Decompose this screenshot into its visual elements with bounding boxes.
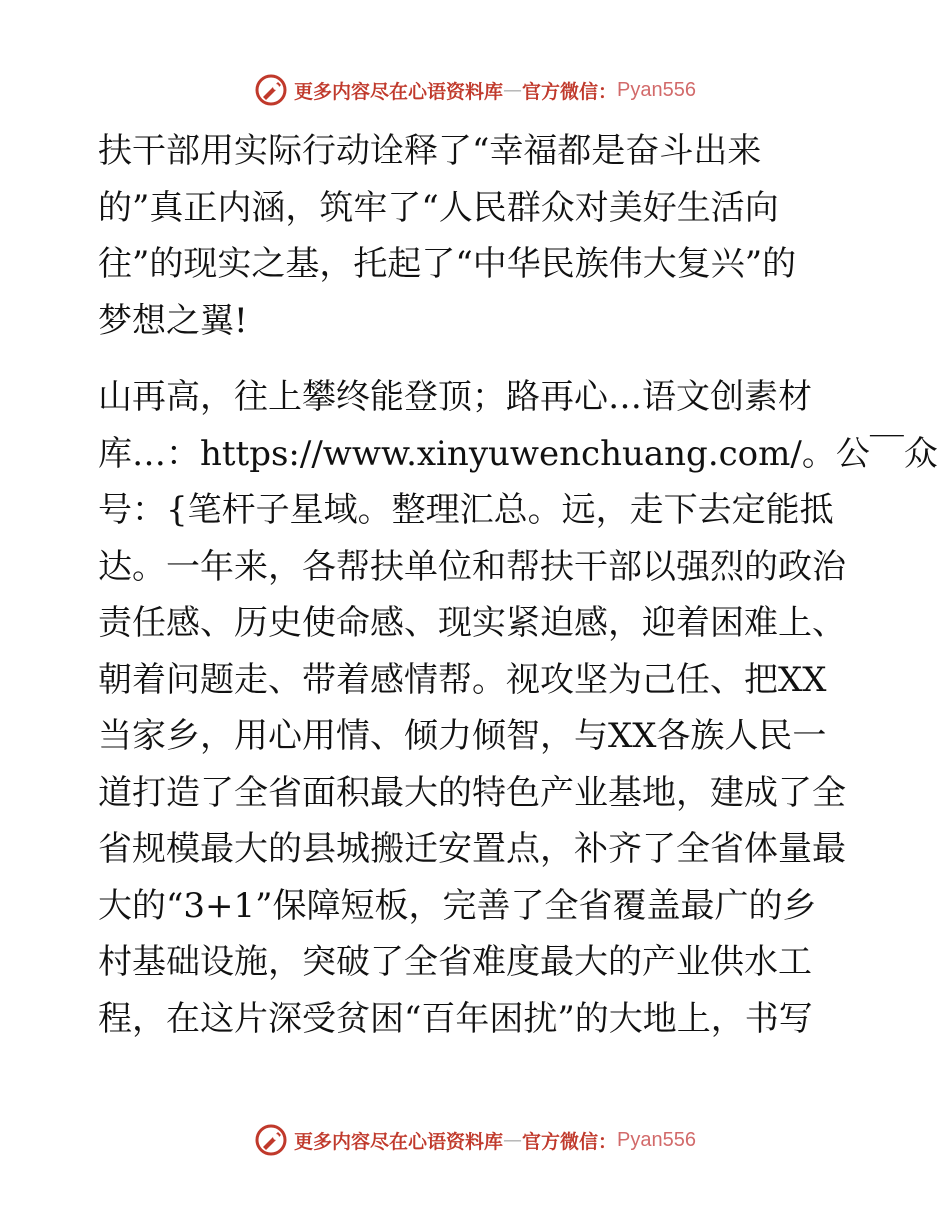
header-watermark [0,70,950,110]
text-line: 山再高，往上攀终能登顶；路再心…语文创素材 [98,377,812,417]
footer-wechat-id: Pyan556 [617,1128,696,1151]
header-banner-text: 更多内容尽在心语资料库 [294,80,504,103]
header-wechat-label: 官方微信： [522,80,618,103]
text-line: 当家乡，用心用情、倾力倾智，与XX各族人民一 [98,716,827,756]
paragraph-gap [98,349,853,369]
text-line: 扶干部用实际行动诠释了“幸福都是奋斗出来 [98,131,762,171]
header-separator: — [503,79,523,101]
text-line: 库…：https://www.xinyuwenchuang.com/。公￣众 [98,433,938,474]
pen-logo-icon [254,1123,288,1157]
text-line: 号：{笔杆子星域。整理汇总。远，走下去定能抵 [98,490,834,530]
footer-separator: — [503,1129,523,1151]
text-line: 梦想之翼! [98,300,248,341]
text-line: 责任感、历史使命感、现实紧迫感，迎着困难上、 [98,603,846,643]
footer-wechat-label: 官方微信： [522,1130,618,1153]
text-line: 往”的现实之基，托起了“中华民族伟大复兴”的 [98,244,797,284]
paragraph [98,369,938,1047]
footer-watermark [0,1120,950,1160]
text-line: 道打造了全省面积最大的特色产业基地，建成了全 [98,772,846,813]
text-line: 省规模最大的县城搬迁安置点，补齐了全省体量最 [98,829,846,869]
document-body [98,123,938,1047]
footer-banner-text: 更多内容尽在心语资料库 [294,1130,504,1153]
text-line: 程，在这片深受贫困“百年困扰”的大地上，书写 [98,998,813,1039]
pen-logo-icon [254,73,288,107]
text-line: 达。一年来，各帮扶单位和帮扶干部以强烈的政治 [98,546,846,587]
paragraph [98,123,853,349]
header-wechat-id: Pyan556 [617,78,696,101]
text-line: 的”真正内涵，筑牢了“人民群众对美好生活向 [98,187,779,228]
text-line: 朝着问题走、带着感情帮。视攻坚为己任、把XX [98,659,827,700]
text-line: 大的“3+1”保障短板，完善了全省覆盖最广的乡 [98,885,817,926]
text-line: 村基础设施，突破了全省难度最大的产业供水工 [98,942,812,982]
